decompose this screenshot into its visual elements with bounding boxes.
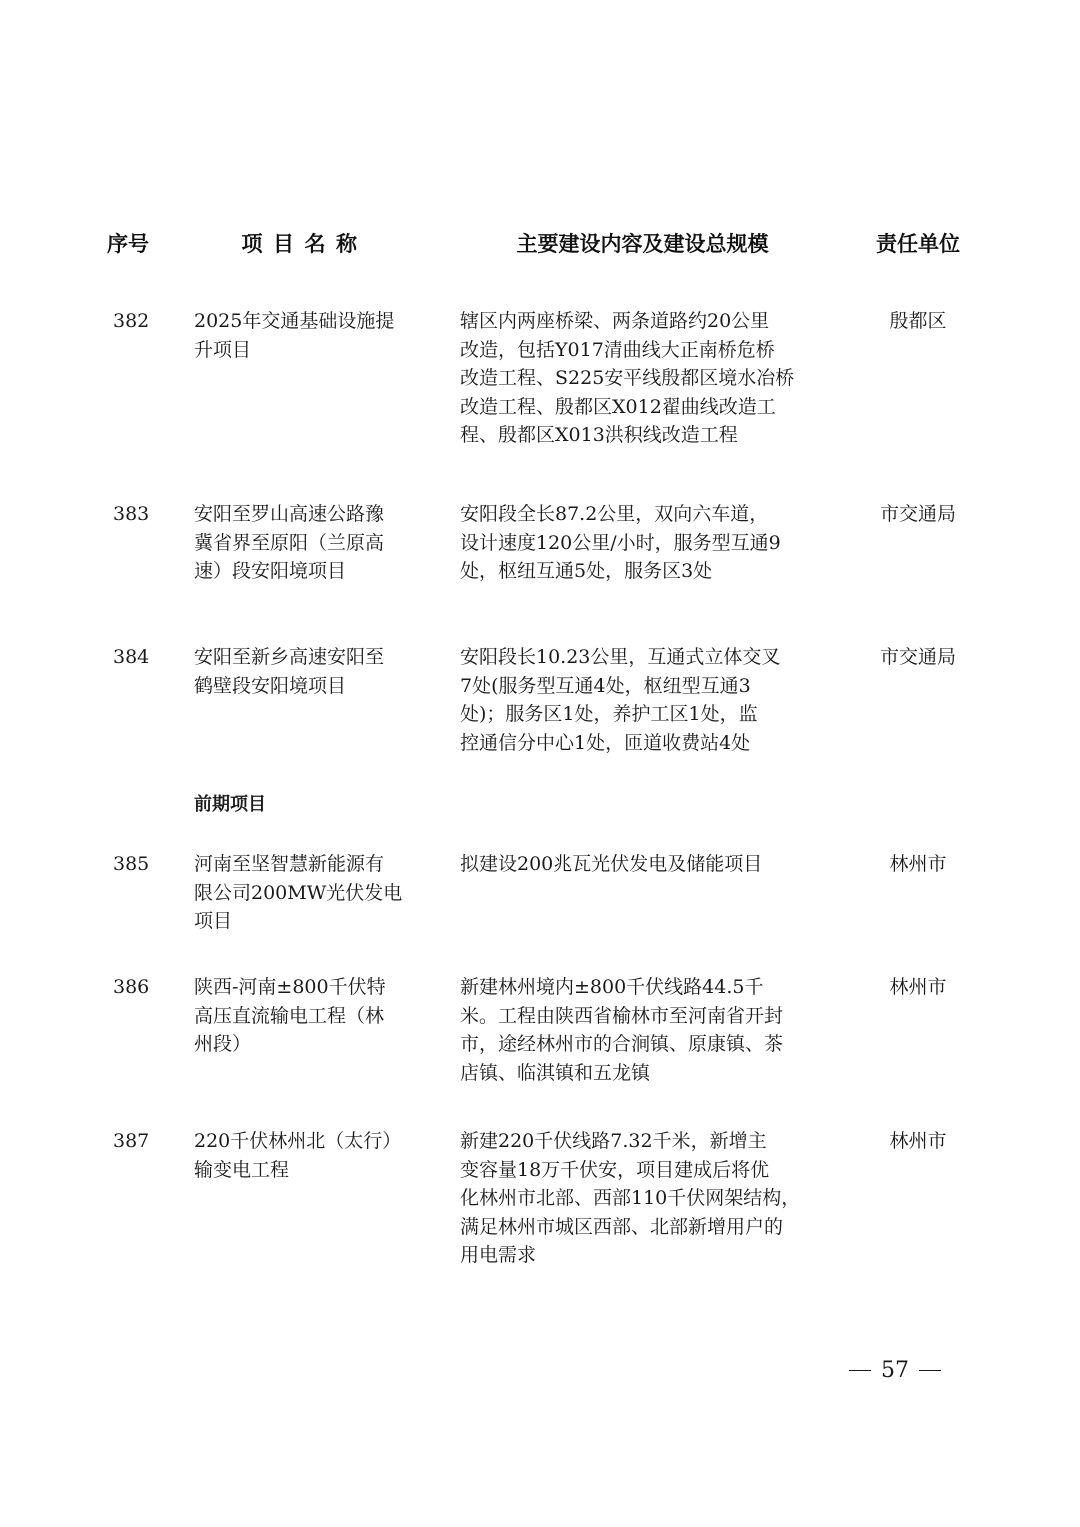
footer-dash-left <box>849 1370 871 1371</box>
responsible-unit: 市交通局 <box>879 503 956 525</box>
row-number: 383 <box>113 503 150 525</box>
project-content: 安阳段全长87.2公里，双向六车道， 设计速度120公里/小时，服务型互通9 处，枢纽互通5处，服务区3处 <box>460 503 781 582</box>
footer-dash-right <box>919 1370 941 1371</box>
project-name: 陕西-河南±800千伏特 高压直流输电工程（林 州段） <box>194 976 386 1055</box>
row-number: 386 <box>113 976 150 998</box>
project-name: 2025年交通基础设施提 升项目 <box>194 310 395 361</box>
header-name: 项目名称 <box>241 232 368 256</box>
project-name: 安阳至罗山高速公路豫 冀省界至原阳（兰原高 速）段安阳境项目 <box>194 503 385 582</box>
project-content: 新建220千伏线路7.32千米，新增主 变容量18万千伏安，项目建成后将优 化林州市北部、西部110千伏网架结构， 满足林州市城区西部、北部新增用户的 用电需求 <box>460 1130 801 1266</box>
section-title: 前期项目 <box>194 794 266 815</box>
responsible-unit: 殷都区 <box>889 310 947 332</box>
row-number: 382 <box>113 310 150 332</box>
row-number: 384 <box>113 646 150 668</box>
project-name: 220千伏林州北（太行） 输变电工程 <box>194 1130 402 1181</box>
project-content: 新建林州境内±800千伏线路44.5千 米。工程由陕西省榆林市至河南省开封 市，途经林州市的合涧镇、原康镇、茶 店镇、临淇镇和五龙镇 <box>460 976 784 1084</box>
responsible-unit: 林州市 <box>889 853 947 875</box>
page-number: 57 <box>881 1358 909 1383</box>
page-footer <box>840 1358 950 1383</box>
header-content: 主要建设内容及建设总规模 <box>516 232 769 256</box>
project-content: 安阳段长10.23公里，互通式立体交叉 7处(服务型互通4处，枢纽型互通3 处)；服务区1处，养护工区1处，监 控通信分中心1处，匝道收费站4处 <box>460 646 781 754</box>
responsible-unit: 市交通局 <box>879 646 956 668</box>
header-num: 序号 <box>107 232 149 256</box>
project-name: 河南至坚智慧新能源有 限公司200MW光伏发电 项目 <box>194 853 403 932</box>
header-unit: 责任单位 <box>876 232 960 256</box>
responsible-unit: 林州市 <box>889 976 947 998</box>
responsible-unit: 林州市 <box>889 1130 947 1152</box>
project-name: 安阳至新乡高速安阳至 鹤壁段安阳境项目 <box>194 646 385 697</box>
project-content: 辖区内两座桥梁、两条道路约20公里 改造，包括Y017清曲线大正南桥危桥 改造工程、S225安平线殷都区境水冶桥 改造工程、殷都区X012翟曲线改造工 程、殷都区X013洪积线改造工程 <box>460 310 795 446</box>
row-number: 387 <box>113 1130 150 1152</box>
row-number: 385 <box>113 853 150 875</box>
project-content: 拟建设200兆瓦光伏发电及储能项目 <box>460 853 763 875</box>
